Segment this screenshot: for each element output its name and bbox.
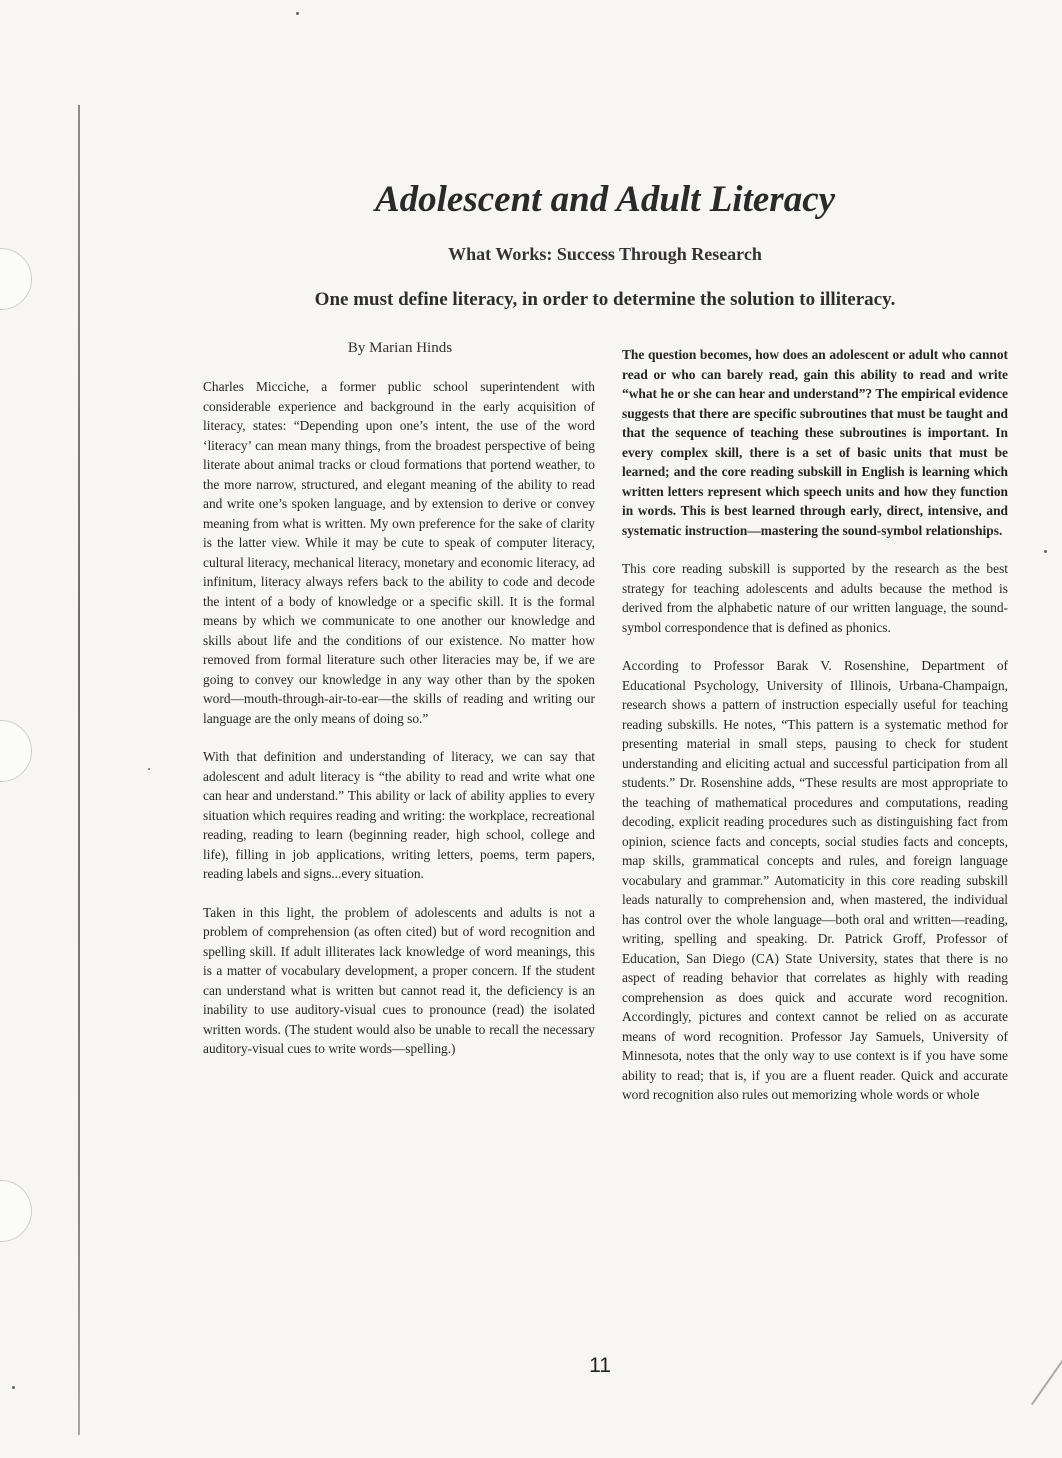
paragraph: This core reading subskill is supported by the research as the best strategy for teaching adolescents and adults because the method is derived from the alphabetic nature of our written language, the sound-symbol correspondence that is defined as phonics.	[622, 561, 1008, 635]
scan-mark	[1031, 1355, 1062, 1405]
punch-hole-middle	[0, 720, 32, 782]
paragraph: With that definition and understanding of literacy, we can say that adolescent and adult literacy is “the ability to read and write what one can hear and understand.” This ability or lack of ability applies to every situation which requires reading and writing: the workplace, recreational reading, reading to learn (beginning reader, high school, college and life), filling in job applications, writing letters, poems, term papers, reading labels and signs...every situation.	[203, 749, 595, 881]
punch-hole-bottom	[0, 1180, 32, 1242]
paragraph: Taken in this light, the problem of adolescents and adults is not a problem of comprehension (as often cited) but of word recognition and spelling skill. If adult illiterates lack knowledge of word meanings, this is a matter of vocabulary development, a proper concern. If the student can understand what is written but cannot read it, the deficiency is an inability to use auditory-visual cues to pronounce (read) the isolated written words. (The student would also be unable to recall the necessary auditory-visual cues to write words—spelling.)	[203, 904, 595, 1056]
scan-speck	[296, 12, 299, 15]
paragraph: The question becomes, how does an adolescent or adult who cannot read or who can barely read, gain this ability to read and write “what he or she can hear and understand”? The empirical evidence suggests that there are specific subroutines that must be taught and that the sequence of teaching these subroutines is important. In every complex skill, there is a set of basic units that must be learned; and the core reading subskill in English is learning which written letters represent which speech units and how they function in words. This is best learned through early, direct, intensive, and systematic instruction—mastering the sound-symbol relationships.	[622, 347, 1008, 538]
byline: By Marian Hinds	[347, 340, 453, 356]
paragraph: According to Professor Barak V. Rosenshine, Department of Educational Psychology, University of Illinois, Urbana-Champaign, research shows a pattern of instruction especially useful for teaching reading subskills. He notes, “This pattern is a systematic method for presenting material in small steps, pausing to check for student understanding and eliciting actual and successful participation from all students.” Dr. Rosenshine adds, “These results are most appropriate to the teaching of mathematical procedures and computations, reading decoding, explicit reading procedures such as distinguishing fact from opinion, science facts and concepts, social studies facts and concepts, map skills, grammatical concepts and rules, and foreign language vocabulary and grammar.” Automaticity in this core reading subskill leads naturally to comprehension and, when mastered, the individual has control over the whole language—both oral and written—reading, writing, spelling and speaking. Dr. Patrick Groff, Professor of Education, San Diego (CA) State University, states that there is no aspect of reading behavior that correlates as highly with reading comprehension as does quick and accurate word recognition. Accordingly, pictures and context cannot be relied on as accurate means of word recognition. Professor Jay Samuels, University of Minnesota, notes that the only way to use context is if you have some ability to read; that is, if you are a fluent reader. Quick and accurate word recognition also rules out memorizing whole words or whole	[622, 658, 1008, 1102]
article-subtitle: What Works: Success Through Research	[448, 244, 762, 264]
scan-speck	[148, 768, 150, 770]
punch-hole-top	[0, 248, 32, 310]
right-column	[622, 345, 1008, 1124]
paragraph: Charles Micciche, a former public school superintendent with considerable experience and background in the early acquisition of literacy, states: “Depending upon one’s intent, the use of the word ‘literacy’ can mean many things, from the broadest perspective of being literate about animal tracks or cloud formations that portend weather, to the more narrow, structured, and elegant meaning of the ability to read and write one’s spoken language, and by extension to derive or convey meaning from what is written. My own preference for the sake of clarity is the latter view. While it may be cute to speak of computer literacy, cultural literacy, mechanical literacy, monetary and economic literacy, ad infinitum, literacy always refers back to the ability to code and decode the intent of a body of knowledge or a specific skill. It is the formal means by which we communicate to one another our knowledge and skills about life and the conditions of our existence. No matter how removed from formal literature such other literacies may be, if we are going to convey our knowledge in any way other than by the spoken word—mouth-through-air-to-ear—the skills of reading and writing our language are the only means of doing so.”	[203, 379, 595, 726]
article-tagline: One must define literacy, in order to determine the solution to illiteracy.	[314, 289, 896, 310]
scan-speck	[12, 1386, 15, 1389]
article-title: Adolescent and Adult Literacy	[374, 179, 836, 220]
page-number: 11	[589, 1354, 611, 1377]
binding-line	[78, 105, 80, 1435]
scan-speck	[1044, 550, 1047, 553]
left-column	[203, 377, 595, 1078]
